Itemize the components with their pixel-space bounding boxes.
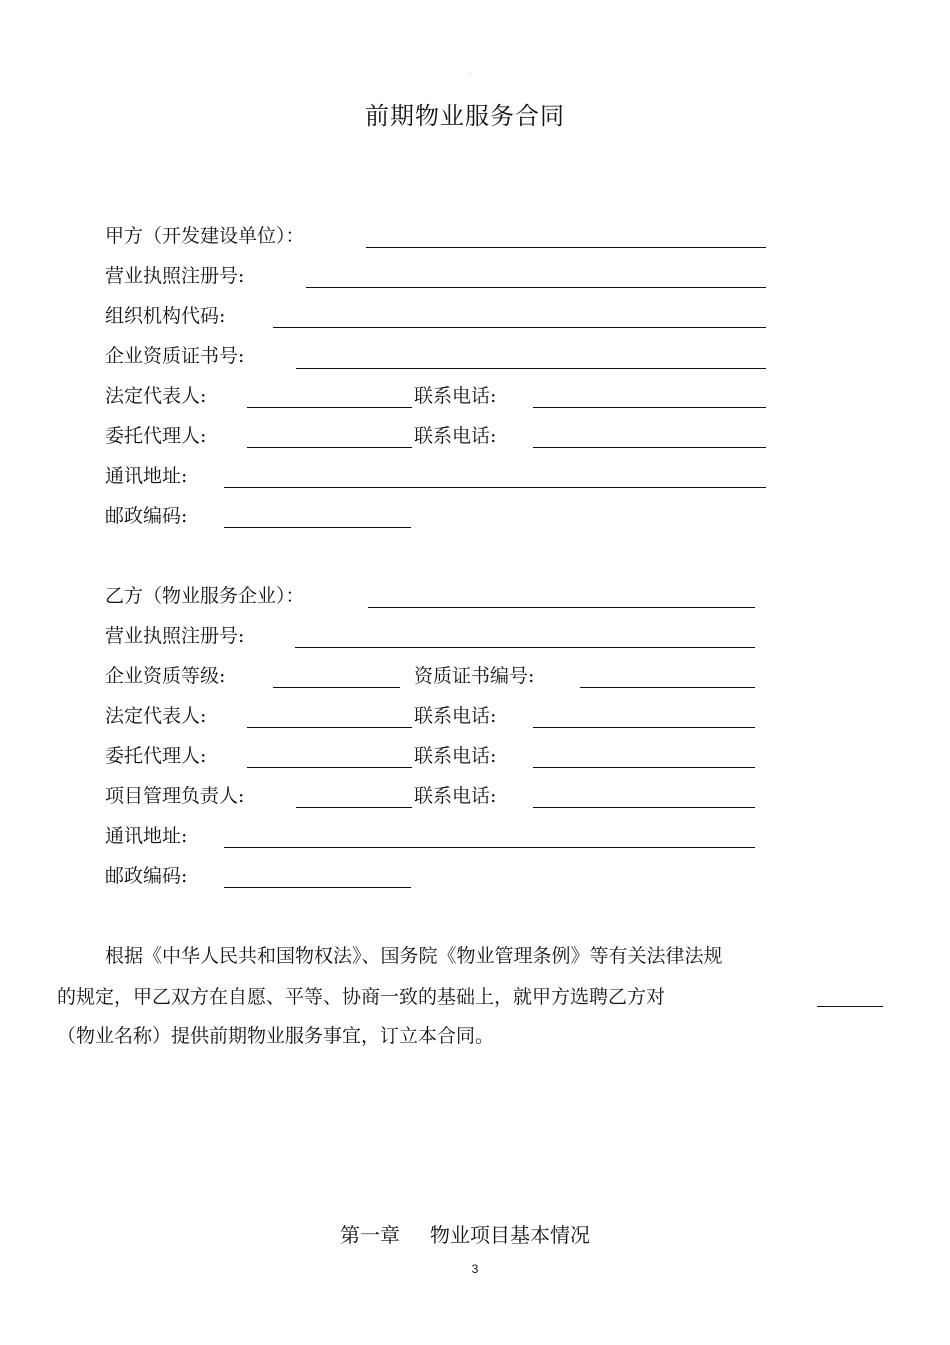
party-b-address-blank	[224, 847, 755, 848]
party-b-qual-cert-blank	[580, 687, 755, 688]
party-b-project-manager-phone-label: 联系电话:	[414, 785, 497, 807]
party-b-name-blank	[368, 607, 755, 608]
party-b-postcode-blank	[224, 887, 411, 888]
party-b-agent-blank	[247, 767, 412, 768]
party-b-address-label: 通讯地址:	[105, 825, 188, 847]
party-a-agent-phone-label: 联系电话:	[414, 425, 497, 447]
party-b-postcode-label: 邮政编码:	[105, 865, 188, 887]
party-a-agent-blank	[247, 447, 412, 448]
party-a-address-label: 通讯地址:	[105, 465, 188, 487]
chapter-number: 第一章	[340, 1223, 400, 1247]
party-a-postcode-label: 邮政编码:	[105, 505, 188, 527]
party-b-agent-phone-blank	[533, 767, 755, 768]
property-name-blank	[817, 1006, 883, 1007]
party-b-license-blank	[295, 647, 755, 648]
party-a-license-label: 营业执照注册号:	[105, 265, 245, 287]
party-a-address-blank	[224, 487, 766, 488]
preamble-line-3: （物业名称）提供前期物业服务事宜，订立本合同。	[57, 1025, 495, 1047]
party-b-qual-cert-label: 资质证书编号:	[414, 665, 535, 687]
party-b-qual-level-blank	[273, 687, 400, 688]
party-a-license-blank	[306, 287, 766, 288]
party-b-agent-label: 委托代理人:	[105, 745, 207, 767]
party-b-legal-rep-phone-label: 联系电话:	[414, 705, 497, 727]
party-b-license-label: 营业执照注册号:	[105, 625, 245, 647]
party-a-agent-phone-blank	[533, 447, 766, 448]
party-a-qual-cert-blank	[296, 368, 766, 369]
document-title: 前期物业服务合同	[365, 102, 565, 130]
party-a-legal-rep-label: 法定代表人:	[105, 385, 207, 407]
party-a-legal-rep-phone-label: 联系电话:	[414, 385, 497, 407]
party-b-agent-phone-label: 联系电话:	[414, 745, 497, 767]
party-a-qual-cert-label: 企业资质证书号:	[105, 345, 245, 367]
party-b-legal-rep-phone-blank	[533, 727, 755, 728]
party-a-org-code-blank	[273, 327, 766, 328]
chapter-heading	[0, 1219, 930, 1248]
party-a-legal-rep-blank	[247, 407, 412, 408]
party-b-heading: 乙方（物业服务企业）：	[105, 585, 305, 607]
party-b-project-manager-phone-blank	[533, 807, 755, 808]
page-number: 3	[471, 1262, 479, 1276]
chapter-title: 物业项目基本情况	[430, 1223, 590, 1247]
party-a-postcode-blank	[224, 527, 411, 528]
party-b-legal-rep-label: 法定代表人:	[105, 705, 207, 727]
party-a-heading: 甲方（开发建设单位）：	[105, 225, 305, 247]
preamble-line-2: 的规定，甲乙双方在自愿、平等、协商一致的基础上，就甲方选聘乙方对	[57, 986, 666, 1008]
party-b-legal-rep-blank	[247, 727, 412, 728]
header-mark: -	[469, 70, 472, 77]
party-a-agent-label: 委托代理人:	[105, 425, 207, 447]
party-a-name-blank	[366, 247, 766, 248]
party-b-project-manager-blank	[296, 807, 412, 808]
party-b-qual-level-label: 企业资质等级:	[105, 665, 226, 687]
party-a-org-code-label: 组织机构代码:	[105, 305, 226, 327]
party-a-legal-rep-phone-blank	[533, 407, 766, 408]
party-b-project-manager-label: 项目管理负责人:	[105, 785, 245, 807]
preamble-line-1: 根据《中华人民共和国物权法》、国务院《物业管理条例》等有关法律法规	[105, 945, 723, 967]
